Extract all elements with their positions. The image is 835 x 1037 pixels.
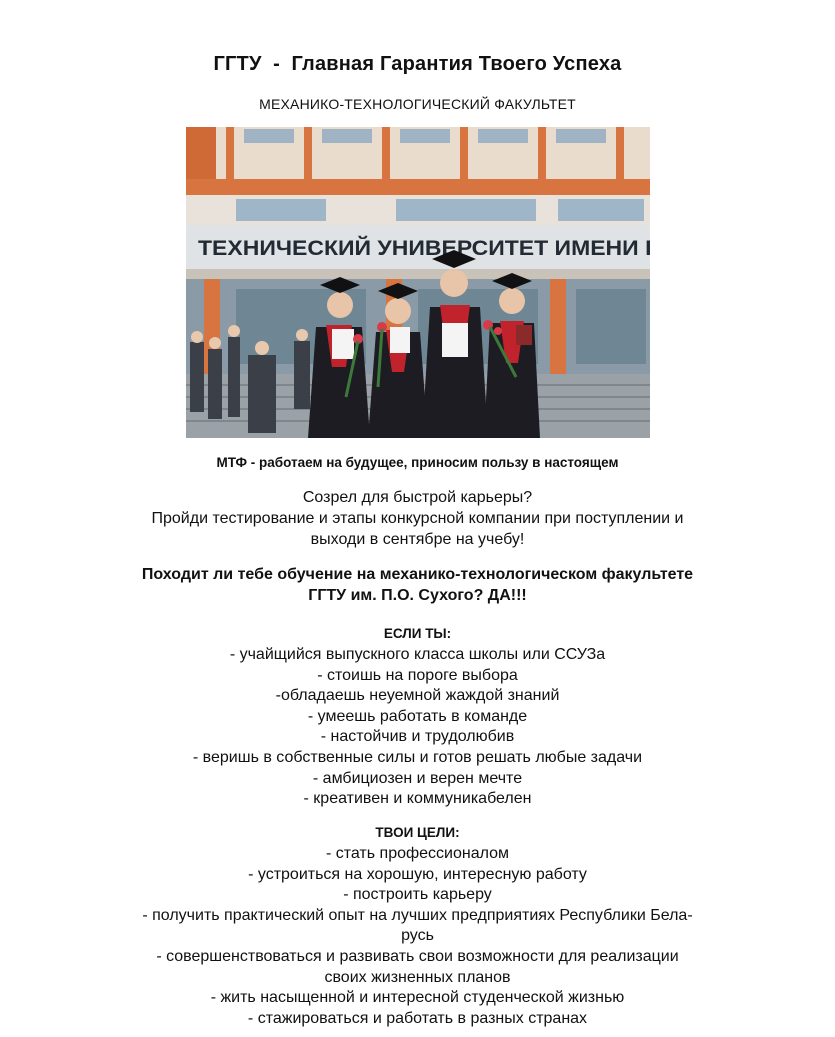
list-item: - стать профессионалом <box>325 845 510 862</box>
list-item: -обладаешь неуемной жаждой знаний <box>275 687 560 705</box>
if-you-list <box>80 645 755 810</box>
intro-line: Созрел для быстрой карьеры? <box>302 489 533 506</box>
list-item: - настойчив и трудолюбив <box>320 728 515 746</box>
graduates-photo <box>186 127 650 438</box>
intro-line: Пройди тестирование и этапы конкурсной компании при поступлении и <box>151 510 684 527</box>
list-item: - умеешь работать в команде <box>307 707 528 725</box>
goals-list <box>80 844 755 1029</box>
list-item: - веришь в собственные силы и готов решать любые задачи <box>192 748 643 766</box>
list-item: своих жизненных планов <box>324 968 511 986</box>
list-item: - получить практический опыт на лучших предприятиях Республики Бела- <box>142 906 693 924</box>
list-item: - стоишь на пороге выбора <box>317 666 518 684</box>
intro-line: выходи в сентябре на учебу! <box>310 531 525 548</box>
list-item: русь <box>401 927 434 945</box>
question-line: ГГТУ им. П.О. Сухого? ДА!!! <box>308 587 527 604</box>
list-item: - креативен и коммуникабелен <box>303 790 532 808</box>
goals-heading: ТВОИ ЦЕЛИ: <box>375 825 460 840</box>
list-item: - стажироваться и работать в разных странах <box>247 1009 588 1027</box>
list-item: - учайщийся выпускного класса школы или ССУЗа <box>229 646 606 663</box>
if-you-heading: ЕСЛИ ТЫ: <box>383 626 452 641</box>
question-line: Походит ли тебе обучение на механико-технологическом факультете <box>141 566 694 583</box>
list-item: - жить насыщенной и интересной студенческой жизнью <box>210 989 625 1007</box>
intro-text <box>90 487 745 550</box>
question-heading <box>80 564 755 606</box>
page-title: ГГТУ - Главная Гарантия Твоего Успеха <box>213 53 622 75</box>
list-item: - построить карьеру <box>343 886 492 904</box>
list-item: - амбициозен и верен мечте <box>312 769 523 787</box>
faculty-motto: МТФ - работаем на будущее, приносим пользу в настоящем <box>216 455 619 470</box>
faculty-name: МЕХАНИКО-ТЕХНОЛОГИЧЕСКИЙ ФАКУЛЬТЕТ <box>259 96 576 112</box>
building-sign-text: ТЕХНИЧЕСКИЙ УНИВЕРСИТЕТ ИМЕНИ П. <box>198 237 628 260</box>
list-item: - устроиться на хорошую, интересную работу <box>248 865 587 883</box>
list-item: - совершенствоваться и развивать свои возможности для реализации <box>156 947 679 965</box>
